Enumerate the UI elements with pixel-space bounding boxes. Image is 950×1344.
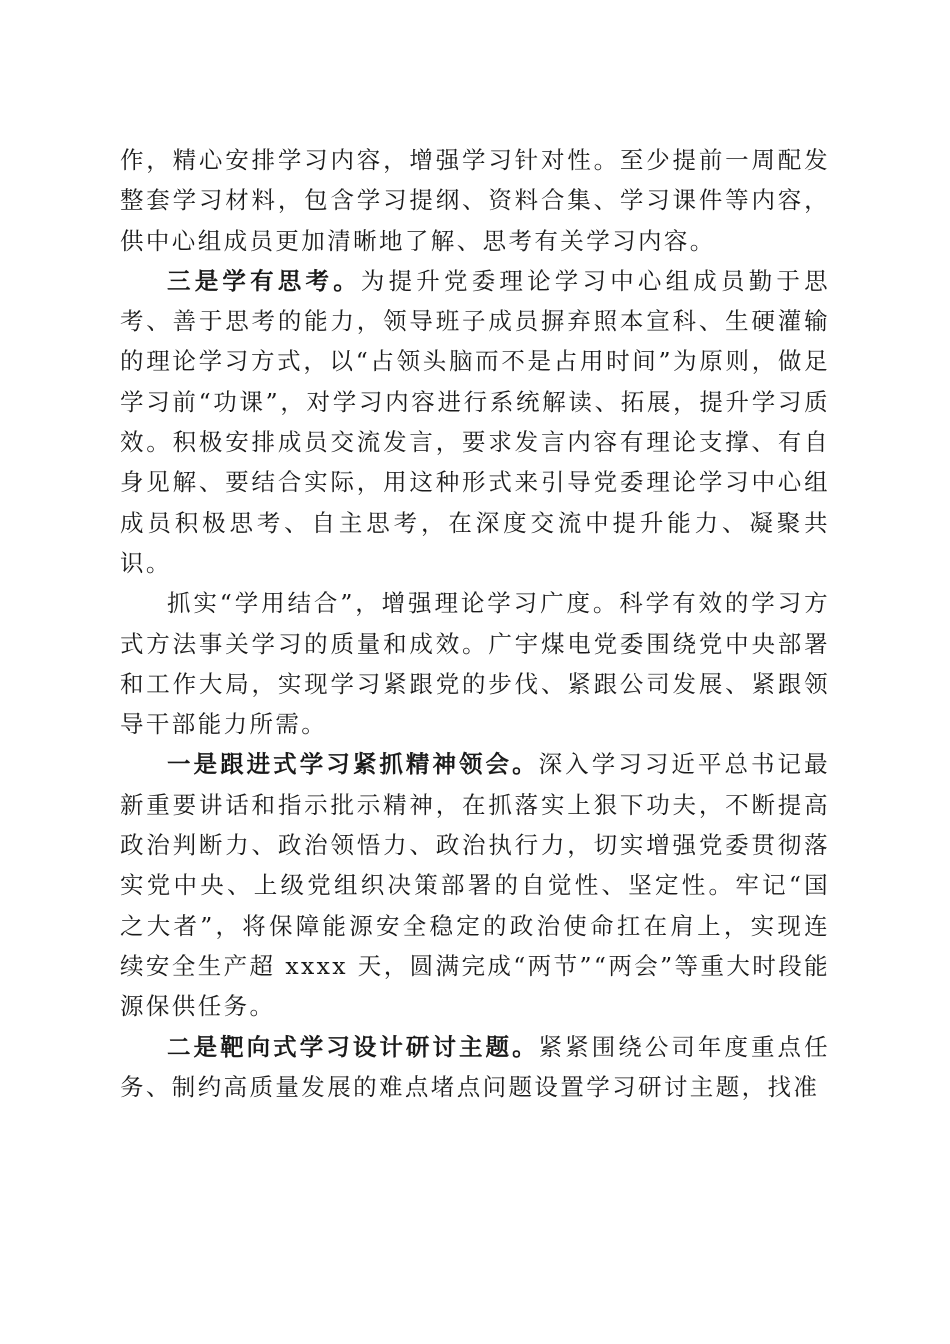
document-page: [120, 140, 830, 1107]
paragraph-body: 抓实“学用结合”，增强理论学习广度。科学有效的学习方式方法事关学习的质量和成效。广宇煤电党委围绕党中央部署和工作大局，实现学习紧跟党的步伐、紧跟公司发展、紧跟领导干部能力所需。: [120, 589, 830, 739]
paragraph-continued: [120, 140, 830, 261]
paragraph-follow-up-study: [120, 744, 830, 1026]
paragraph-study-application: [120, 583, 830, 744]
paragraph-body: 紧紧围绕公司年度重点任务、制约高质量发展的难点堵点问题设置学习研讨主题，找准: [120, 1032, 830, 1101]
paragraph-targeted-study: [120, 1027, 830, 1108]
paragraph-study-with-thinking: [120, 261, 830, 583]
paragraph-lead: 三是学有思考。: [167, 266, 361, 295]
paragraph-body: 作，精心安排学习内容，增强学习针对性。至少提前一周配发整套学习材料，包含学习提纲、资料合集、学习课件等内容，供中心组成员更加清晰地了解、思考有关学习内容。: [120, 146, 830, 255]
paragraph-lead: 二是靶向式学习设计研讨主题。: [167, 1032, 539, 1061]
paragraph-lead: 一是跟进式学习紧抓精神领会。: [167, 750, 539, 779]
paragraph-body: 为提升党委理论学习中心组成员勤于思考、善于思考的能力，领导班子成员摒弃照本宣科、生硬灌输的理论学习方式，以“占领头脑而不是占用时间”为原则，做足学习前“功课”，对学习内容进行系统解读、拓展，提升学习质效。积极安排成员交流发言，要求发言内容有理论支撑、有自身见解、要结合实际，用这种形式来引导党委理论学习中心组成员积极思考、自主思考，在深度交流中提升能力、凝聚共识。: [120, 266, 830, 577]
paragraph-body: 深入学习习近平总书记最新重要讲话和指示批示精神，在抓落实上狠下功夫，不断提高政治判断力、政治领悟力、政治执行力，切实增强党委贯彻落实党中央、上级党组织决策部署的自觉性、坚定性。牢记“国之大者”，将保障能源安全稳定的政治使命扛在肩上，实现连续安全生产超 xxxx 天，圆满完成“两节”“两会”等重大时段能源保供任务。: [120, 750, 830, 1021]
